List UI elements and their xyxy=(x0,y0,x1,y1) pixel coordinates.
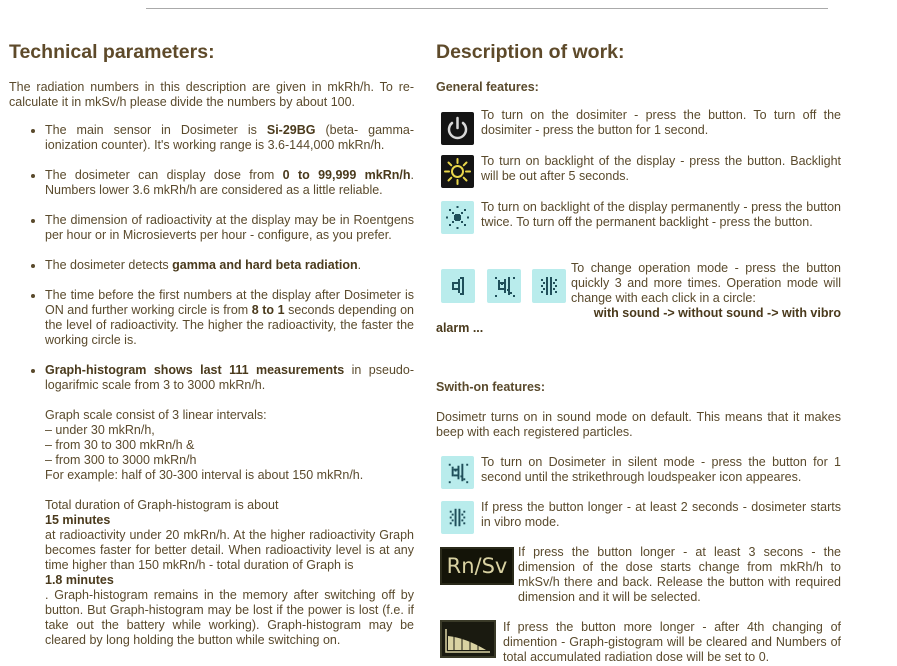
description-column xyxy=(436,40,841,666)
intro-paragraph: The radiation numbers in this description are given in mkRh/h. To re-calculate it in mkSv/h please divide the numbers by about 100. xyxy=(9,80,414,109)
vibro-mode-row xyxy=(436,500,841,536)
backlight-row xyxy=(436,154,841,190)
list-item: • The main sensor in Dosimeter is Si-29BG (beta- gamma-ionization counter). It's working range is 3.6-144,000 mkRn/h. xyxy=(45,123,414,153)
dimension-text: If press the button longer - at least 3 secons - the dimension of the dose starts change from mkRh/h to mkSv/h there and back. Release the button with required dimension and it will be selected. xyxy=(518,545,841,604)
silent-mode-row xyxy=(436,455,841,491)
top-divider xyxy=(146,8,828,9)
muted-speaker-icon xyxy=(441,456,474,489)
technical-parameters-column xyxy=(9,40,414,663)
dimension-row xyxy=(436,545,841,605)
graph-histogram-icon xyxy=(440,620,496,658)
technical-parameters-title: Technical parameters: xyxy=(9,41,215,63)
parameters-list xyxy=(9,123,414,648)
mode-cycle-text: with sound -> without sound -> with vibro xyxy=(593,306,841,320)
graph-scale-lines: Graph scale consist of 3 linear intervals: – under 30 mkRn/h, – from 30 to 300 mkRn/h & – from 300 to 3000 mkRn/h For example: half of 30-300 interval is about 150 mkRn/h. xyxy=(45,408,364,482)
list-item: • The dosimeter detects gamma and hard beta radiation. xyxy=(45,258,414,273)
list-item: • The dimension of radioactivity at the display may be in Roentgens per hour or in Microsieverts per hour - configure, as you prefer. xyxy=(45,213,414,243)
rn-sv-display: Rn/Sv xyxy=(440,547,514,585)
vibro-icon xyxy=(532,269,566,303)
clear-graph-text: If press the button more longer - after 4th changing of dimention - Graph-gistogram will be cleared and Numbers of total accumulated radiation dose will be set to 0. xyxy=(503,620,841,664)
list-item: • The dosimeter can display dose from 0 to 99,999 mkRn/h. Numbers lower 3.6 mkRh/h are considered as a little reliable. xyxy=(45,168,414,198)
sun-icon xyxy=(441,155,474,188)
power-icon xyxy=(441,112,474,145)
power-row xyxy=(436,108,841,148)
switch-on-features-heading: Swith-on features: xyxy=(436,380,546,394)
silent-mode-text: To turn on Dosimeter in silent mode - press the button for 1 second until the strikethrough loudspeaker icon appeares. xyxy=(481,455,841,484)
backlight-permanent-text: To turn on backlight of the display permanently - press the button twice. To turn off the permanent backlight - press the button. xyxy=(481,200,841,229)
mode-text: To change operation mode - press the button quickly 3 and more times. Operation mode will change with each click in a circle: xyxy=(571,261,841,305)
general-features-heading: General features: xyxy=(436,80,539,94)
dotted-sun-icon xyxy=(441,201,474,234)
switch-on-intro: Dosimetr turns on in sound mode on default. This means that it makes beep with each registered particles. xyxy=(436,410,841,439)
description-title: Description of work: xyxy=(436,41,625,63)
mode-cycle-text-end: alarm ... xyxy=(436,321,484,335)
backlight-permanent-row xyxy=(436,200,841,246)
muted-speaker-icon xyxy=(487,269,521,303)
speaker-icon xyxy=(441,269,475,303)
list-item: • Graph-histogram shows last 111 measurements in pseudo-logarifmic scale from 3 to 3000 mkRn/h. Graph scale consist of 3 linear intervals: – under 30 mkRn/h, – from 30 to 300 mkRn/h & – from 300 to 3000 mkRn/h For example: half of 30-300 interval is about 150 mkRn/h. Total duration of Graph-histogram is about 15 minutes at radioactivity under 20 mkRn/h. At the higher radioactivity Graph becomes faster for better detail. When radioactivity level is at any time higher than 150 mkRn/h - total duration of Graph is 1.8 minutes . Graph-histogram remains in the memory after switching off by button. But Graph-histogram may be lost if the power is lost (f.e. if take out the battery while working). Graph-histogram may be cleared by long holding the button while switching on. xyxy=(45,363,414,648)
vibro-icon xyxy=(441,501,474,534)
graph-duration-paragraph: Total duration of Graph-histogram is about 15 minutes at radioactivity under 20 mkRn/h. At the higher radioactivity Graph becomes faster for better detail. When radioactivity level is at any time higher than 150 mkRn/h - total duration of Graph is 1.8 minutes . Graph-histogram remains in the memory after switching off by button. But Graph-histogram may be lost if the power is lost (f.e. if take out the battery while working). Graph-histogram may be cleared by long holding the button while switching on. xyxy=(45,498,414,647)
mode-row xyxy=(436,261,841,341)
vibro-mode-text: If press the button longer - at least 2 seconds - dosimeter starts in vibro mode. xyxy=(481,500,841,529)
backlight-text: To turn on backlight of the display - press the button. Backlight will be out after 5 seconds. xyxy=(481,154,841,183)
list-item: • The time before the first numbers at the display after Dosimeter is ON and further working circle is from 8 to 1 seconds depending on the level of radioactivity. The higher the radioactivity, the faster the working circle is. xyxy=(45,288,414,348)
power-text: To turn on the dosimiter - press the button. To turn off the dosimiter - press the button for 1 second. xyxy=(481,108,841,137)
clear-graph-row xyxy=(436,620,841,666)
